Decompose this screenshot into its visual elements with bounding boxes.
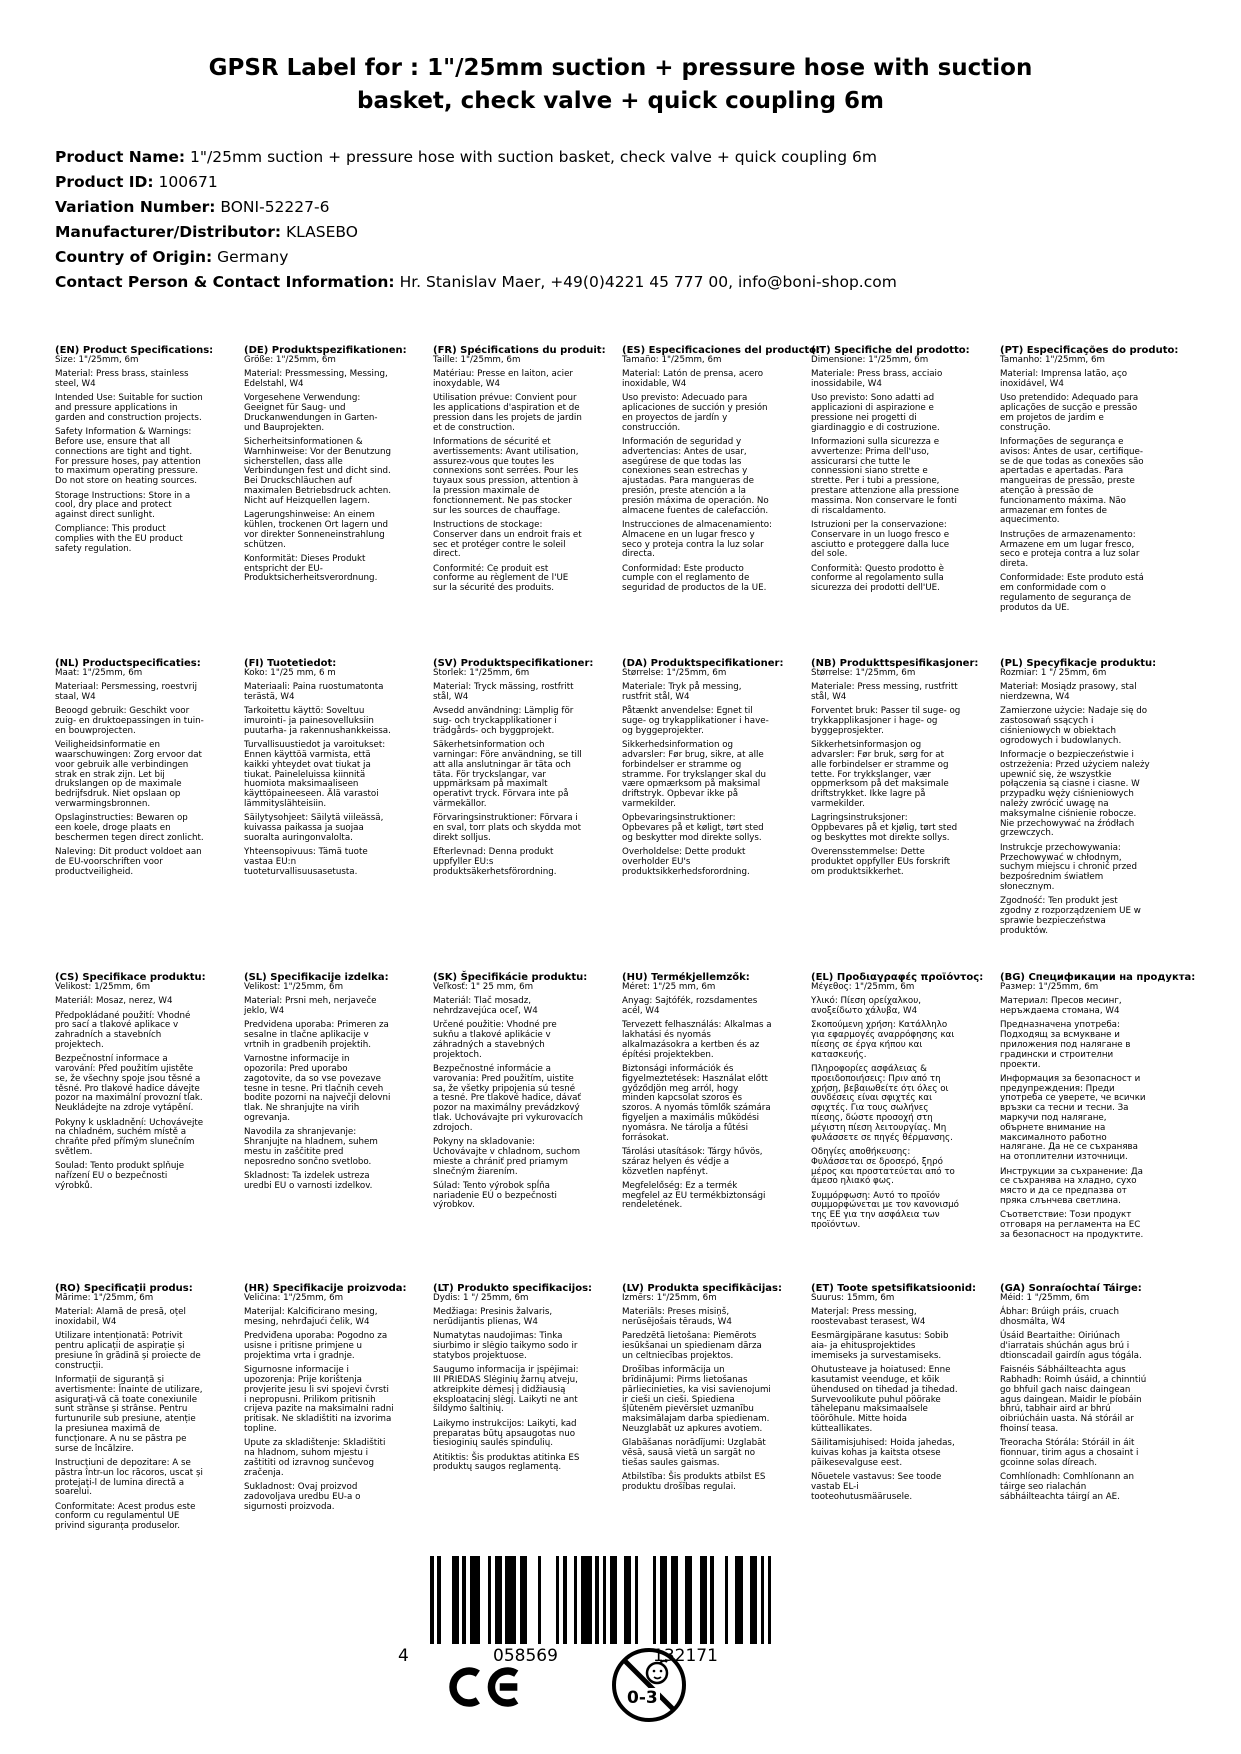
- spec-block-body: [433, 356, 613, 594]
- spec-paragraph: Πληροφορίες ασφάλειας & προειδοποιήσεις: Πριν από τη χρήση, βεβαιωθείτε ότι όλες οι συνδέσεις είναι σφιχτές και σφιχτές. Για τους σωλήνες πίεσης, δώστε προσοχή στη μέγιστη πίεση λειτουργίας. Μη φυλάσσετε σε πηγές θέρμανσης.: [811, 1064, 953, 1143]
- spec-paragraph: Informations de sécurité et avertissements: Avant utilisation, assurez-vous que toutes les connexions sont serrées. Pour les tuyaux sous pression, attention à la pression maximale de fonctionnement. Ne pas stocker sur les sources de chauffage.: [433, 437, 579, 516]
- spec-block-heading: (ES) Especificaciones del producto:: [622, 345, 821, 356]
- spec-paragraph: Compliance: This product complies with the EU product safety regulation.: [55, 524, 183, 555]
- spec-paragraph: Lagerungshinweise: An einem kühlen, trockenen Ort lagern und vor direkter Sonneneinstrahlung schützen.: [244, 510, 389, 550]
- language-spec-block: [433, 658, 613, 972]
- spec-block-body: [622, 1294, 802, 1493]
- spec-paragraph: Bezpečnostné informácie a varovania: Pred použitím, uistite sa, že všetky pripojenia sú tesné a tesné. Pre tlakové hadice, dávať pozor na maximálny prevádzkový tlak. Uchovávajte pri vykurovacích zdrojoch.: [433, 1064, 583, 1133]
- spec-paragraph: Forventet bruk: Passer til suge- og trykkapplikasjoner i hage- og byggeprosjekter.: [811, 706, 961, 736]
- contact-row: [55, 270, 1201, 295]
- spec-block-body: [1000, 669, 1180, 936]
- spec-block-body: [55, 669, 235, 878]
- spec-paragraph: Určené použitie: Vhodné pre sukňu a tlakové aplikácie v záhradných a stavebných projektoch.: [433, 1020, 557, 1060]
- manufacturer-value: KLASEBO: [286, 223, 358, 241]
- spec-paragraph: Biztonsági információk és figyelmeztetések: Használat előtt győződjön meg arról, hogy minden kapcsolat szoros és szoros. A nyomás tömlők számára figyeljen a maximális működési nyomásra. Ne tárolja a fűtési forrásokat.: [622, 1064, 771, 1143]
- spec-block-heading: (SL) Specifikacije izdelka:: [244, 972, 389, 983]
- product-name-row: [55, 145, 1201, 170]
- spec-block-body: [55, 356, 235, 555]
- spec-paragraph: Tamanho: 1"/25mm, 6m: [1000, 355, 1105, 365]
- language-spec-block: [622, 658, 802, 972]
- spec-paragraph: Zamierzone użycie: Nadaje się do zastosowań ssących i ciśnieniowych w obiektach ogrodowych i budowlanych.: [1000, 706, 1148, 746]
- spec-paragraph: Pokyny k uskladnění: Uchovávejte na chladném, suchém místě a chraňte před přímým slunečním světlem.: [55, 1117, 204, 1157]
- spec-paragraph: Pokyny na skladovanie: Uchovávajte v chladnom, suchom mieste a chrániť pred priamym slnečným žiarením.: [433, 1137, 581, 1177]
- spec-paragraph: Materijal: Kalcificirano mesing, mesing, nehrđajući čelik, W4: [244, 1307, 378, 1328]
- barcode-bars: [430, 1556, 771, 1644]
- spec-paragraph: Paredzētā lietošana: Piemērots iesūkšanai un spiedienam dārza un celtniecības projektos.: [622, 1331, 762, 1361]
- spec-paragraph: Opbevaringsinstruktioner: Opbevares på et køligt, tørt sted og beskytter mod direkte sollys.: [622, 813, 764, 843]
- spec-paragraph: Storlek: 1"/25mm, 6m: [433, 668, 530, 678]
- spec-paragraph: Laikymo instrukcijos: Laikyti, kad preparatas būtų apsaugotas nuo tiesioginių saulės spindulių.: [433, 1418, 577, 1449]
- spec-paragraph: Opslaginstructies: Bewaren op een koele, droge plaats en beschermen tegen direct zonlicht.: [55, 813, 204, 843]
- spec-paragraph: Instrukcje przechowywania: Przechowywać w chłodnym, suchym miejscu i chronić przed bezpośrednim światłem słonecznym.: [1000, 842, 1138, 892]
- spec-block-body: [811, 1294, 991, 1503]
- spec-block-body: [433, 983, 613, 1211]
- spec-block-heading: (LT) Produkto specifikacijos:: [433, 1283, 593, 1294]
- spec-paragraph: Naleving: Dit product voldoet aan de EU-voorschriften voor productveiligheid.: [55, 847, 202, 877]
- spec-block-heading: (ET) Toote spetsifikatsioonid:: [811, 1283, 977, 1294]
- spec-block-heading: (HR) Specifikacije proizvoda:: [244, 1283, 407, 1294]
- spec-paragraph: Súlad: Tento výrobok spĺňa nariadenie EÚ o bezpečnosti výrobkov.: [433, 1180, 557, 1211]
- spec-paragraph: Treoracha Stórála: Stóráil in áit fionnuar, tirim agus a chosaint i gcoinne solas díreach.: [1000, 1438, 1139, 1468]
- spec-block-heading: (NB) Produkttspesifikasjoner:: [811, 658, 979, 669]
- spec-paragraph: Sicherheitsinformationen & Warnhinweise: Vor der Benutzung sicherstellen, dass alle Verbindungen fest und dicht sind. Bei Druckschläuchen auf maximalen Betriebsdruck achten. Nicht auf Heizquellen lagern.: [244, 437, 392, 506]
- spec-paragraph: Conformitate: Acest produs este conform cu regulamentul UE privind siguranța produselor.: [55, 1501, 196, 1532]
- spec-block-body: [244, 983, 424, 1192]
- manufacturer-label: Manufacturer/Distributor:: [55, 223, 282, 241]
- spec-paragraph: Rozmiar: 1 "/ 25mm, 6m: [1000, 668, 1107, 678]
- spec-block-body: [244, 1294, 424, 1512]
- spec-block-heading: (FI) Tuotetiedot:: [244, 658, 337, 669]
- spec-block-body: [244, 356, 424, 584]
- spec-paragraph: Sukladnost: Ovaj proizvod zadovoljava uredbu EU-a o sigurnosti proizvoda.: [244, 1482, 361, 1512]
- spec-paragraph: Soulad: Tento produkt splňuje nařízení EU o bezpečnosti výrobků.: [55, 1161, 185, 1191]
- spec-paragraph: Informacje o bezpieczeństwie i ostrzeżenia: Przed użyciem należy upewnić się, że wszystkie połączenia są ciasne i ciasne. W przypadku węży ciśnieniowych należy zwrócić uwagę na maksymalne ciśnienie robocze. Nie przechowywać na źródłach grzewczych.: [1000, 750, 1150, 839]
- language-spec-block: [55, 658, 235, 972]
- product-name-label: Product Name:: [55, 148, 186, 166]
- spec-paragraph: Méret: 1"/25 mm, 6m: [622, 982, 716, 992]
- spec-paragraph: Tarkoitettu käyttö: Soveltuu imurointi- ja painesovelluksiin puutarha- ja rakennushankkeissa.: [244, 706, 391, 736]
- spec-paragraph: Safety Information & Warnings: Before use, ensure that all connections are tight and tight. For pressure hoses, pay attention to maximum operating pressure. Do not store on heating sources.: [55, 427, 201, 487]
- spec-paragraph: Conformità: Questo prodotto è conforme al regolamento sulla sicurezza dei prodotti dell'UE.: [811, 563, 944, 594]
- spec-block-body: [433, 1294, 613, 1473]
- spec-paragraph: Material: Alamă de presă, oțel inoxidabil, W4: [55, 1307, 186, 1328]
- spec-paragraph: Informații de siguranță și avertismente: Înainte de utilizare, asigurați-vă că toate conexiunile sunt strânse și strânse. Pentru furtunurile sub presiune, atenție la presiunea maximă de funcționare. A nu se păstra pe surse de încălzire.: [55, 1375, 203, 1454]
- spec-paragraph: Yhteensopivuus: Tämä tuote vastaa EU:n tuoteturvallisuusasetusta.: [244, 847, 368, 877]
- spec-paragraph: Instruções de armazenamento: Armazene em um lugar fresco, seco e proteja contra a luz solar direta.: [1000, 529, 1140, 570]
- spec-paragraph: Informações de segurança e avisos: Antes de usar, certifique-se de que todas as conexões são apertadas e apertadas. Para mangueiras de pressão, preste atenção à pressão de funcionamento máxima. Não armazenar em fontes de aquecimento.: [1000, 437, 1144, 526]
- spec-paragraph: Skladnost: Ta izdelek ustreza uredbi EU o varnosti izdelkov.: [244, 1171, 373, 1191]
- spec-paragraph: Instructions de stockage: Conserver dans un endroit frais et sec et protéger contre le soleil direct.: [433, 519, 582, 560]
- spec-block-heading: (PL) Specyfikacje produktu:: [1000, 658, 1157, 669]
- language-spec-block: [622, 345, 821, 658]
- language-spec-block: [55, 972, 235, 1283]
- spec-paragraph: Velikost: 1/25mm, 6m: [55, 982, 151, 992]
- spec-paragraph: Ohutusteave ja hoiatused: Enne kasutamist veenduge, et kõik ühendused on tihedad ja tihedad. Survevoolikute puhul pöörake tähelepanu maksimaalsele töörõhule. Mitte hoida kütteallikates.: [811, 1365, 958, 1435]
- spec-paragraph: Instrucciones de almacenamiento: Almacene en un lugar fresco y seco y proteja contra la luz solar directa.: [622, 519, 772, 560]
- spec-paragraph: Размер: 1"/25mm, 6m: [1000, 982, 1099, 992]
- spec-paragraph: Overholdelse: Dette produkt overholder EU's produktsikkerhedsforordning.: [622, 847, 750, 877]
- country-of-origin-value: Germany: [217, 248, 289, 266]
- spec-paragraph: Materjal: Press messing, roostevabast terasest, W4: [811, 1307, 926, 1328]
- spec-block-heading: (PT) Especificações do produto:: [1000, 345, 1179, 356]
- spec-block-body: [811, 983, 991, 1231]
- barcode-group1: 058569: [493, 1646, 558, 1666]
- spec-paragraph: Material: Prsni meh, nerjaveče jeklo, W4: [244, 996, 377, 1017]
- ce-mark-icon: [448, 1658, 528, 1718]
- spec-paragraph: Materiale: Press messing, rustfritt stål, W4: [811, 682, 958, 703]
- spec-block-heading: (SV) Produktspecifikationer:: [433, 658, 594, 669]
- language-spec-block: [811, 1283, 991, 1532]
- spec-paragraph: Säilitamisjuhised: Hoida jahedas, kuivas kohas ja kaitsta otsese päikesevalguse eest.: [811, 1438, 955, 1468]
- spec-block-heading: (FR) Spécifications du produit:: [433, 345, 606, 356]
- ean13-barcode: [398, 1556, 788, 1668]
- spec-paragraph: Upute za skladištenje: Skladištiti na hladnom, suhom mjestu i zaštititi od izravnog sunčevog zračenja.: [244, 1438, 386, 1478]
- spec-block-heading: (NL) Productspecificaties:: [55, 658, 201, 669]
- spec-paragraph: Tárolási utasítások: Tárgy hűvös, száraz helyen és védje a közvetlen napfényt.: [622, 1146, 763, 1177]
- spec-paragraph: Efterlevnad: Denna produkt uppfyller EU:s produktsäkerhetsförordning.: [433, 847, 557, 877]
- spec-paragraph: Comhlíonadh: Comhlíonann an táirge seo rialachán sábháilteachta táirgí an AE.: [1000, 1472, 1134, 1502]
- spec-paragraph: Beoogd gebruik: Geschikt voor zuig- en druktoepassingen in tuin- en bouwprojecten.: [55, 706, 204, 736]
- language-spec-block: [622, 1283, 802, 1532]
- spec-paragraph: Съответствие: Този продукт отговаря на регламента на ЕС за безопасност на продуктите.: [1000, 1210, 1144, 1240]
- spec-paragraph: Drošības informācija un brīdinājumi: Pirms lietošanas pārliecinieties, ka visi savienojumi ir cieši un cieši. Spiediena šļūtenēm pievērsiet uzmanību maksimālajam darba spiedienam. Neuzglabāt uz apkures avotiem.: [622, 1365, 771, 1435]
- spec-paragraph: Información de seguridad y advertencias: Antes de usar, asegúrese de que todas las conexiones sean estrechas y ajustadas. Para mangueras de presión, preste atención a la presión máxima de operación. No almacene fuentes de calefacción.: [622, 437, 769, 516]
- language-spec-block: [433, 345, 613, 658]
- spec-paragraph: Vorgesehene Verwendung: Geeignet für Saug- und Druckanwendungen in Garten- und Bauprojekten.: [244, 393, 378, 433]
- language-spec-block: [811, 972, 991, 1283]
- spec-paragraph: Material: Pressmessing, Messing, Edelstahl, W4: [244, 369, 388, 390]
- spec-paragraph: Veiligheidsinformatie en waarschuwingen: Zorg ervoor dat voor gebruik alle verbindingen strak en strak zijn. Let bij drukslangen op de maximale bedrijfsdruk. Niet opslaan op verwarmingsbronnen.: [55, 740, 202, 810]
- spec-paragraph: Lagringsinstruksjoner: Oppbevares på et kjølig, tørt sted og beskyttes mot direkte sollys.: [811, 813, 958, 843]
- spec-block-heading: (EL) Προδιαγραφές προϊόντος:: [811, 972, 984, 983]
- spec-paragraph: Υλικό: Πίεση ορείχαλκου, ανοξείδωτο χάλυβα, W4: [811, 996, 922, 1017]
- spec-block-body: [433, 669, 613, 878]
- spec-paragraph: Glabāšanas norādījumi: Uzglabāt vēsā, sausā vietā un sargāt no tiešas saules gaismas.: [622, 1438, 766, 1468]
- spec-paragraph: Sigurnosne informacije i upozorenja: Prije korištenja provjerite jesu li svi spojevi čvrsti i nepropusni. Prilikom pritisnih crijeva pazite na maksimalni radni pritisak. Ne skladištiti na izvorima topline.: [244, 1365, 394, 1435]
- manufacturer-row: [55, 220, 1201, 245]
- spec-paragraph: Izmērs: 1"/25mm, 6m: [622, 1293, 717, 1303]
- spec-paragraph: Συμμόρφωση: Αυτό το προϊόν συμμορφώνεται με τον κανονισμό της ΕΕ για την ασφάλεια των προϊόντων.: [811, 1190, 959, 1231]
- spec-paragraph: Информация за безопасност и предупреждения: Преди употреба се уверете, че всички връзки са тесни и тесни. За маркучи под налягане, обърнете внимание на максималното работно налягане. Да не се съхранява на отоплителни източници.: [1000, 1073, 1146, 1163]
- spec-paragraph: Größe: 1"/25mm, 6m: [244, 355, 336, 365]
- spec-paragraph: Instrucțiuni de depozitare: A se păstra într-un loc răcoros, uscat și protejați-l de lumina directă a soarelui.: [55, 1457, 203, 1498]
- spec-paragraph: Maat: 1"/25mm, 6m: [55, 668, 143, 678]
- spec-block-heading: (DE) Produktspezifikationen:: [244, 345, 407, 356]
- spec-paragraph: Materiale: Press brass, acciaio inossidabile, W4: [811, 369, 943, 390]
- spec-block-heading: (EN) Product Specifications:: [55, 345, 214, 356]
- spec-paragraph: Overensstemmelse: Dette produktet oppfyller EUs forskrift om produktsikkerhet.: [811, 847, 951, 877]
- spec-paragraph: Koko: 1"/25 mm, 6 m: [244, 668, 336, 678]
- spec-paragraph: Material: Press brass, stainless steel, W4: [55, 369, 189, 390]
- spec-paragraph: Méid: 1 "/25mm, 6m: [1000, 1293, 1090, 1303]
- variation-number-label: Variation Number:: [55, 198, 216, 216]
- spec-block-body: [811, 356, 991, 594]
- page-title-line2: basket, check valve + quick coupling 6m: [356, 88, 885, 114]
- spec-paragraph: Intended Use: Suitable for suction and pressure applications in garden and construction projects.: [55, 393, 203, 423]
- spec-block-body: [55, 983, 235, 1192]
- spec-paragraph: Mărime: 1"/25mm, 6m: [55, 1293, 154, 1303]
- spec-paragraph: Size: 1"/25mm, 6m: [55, 355, 139, 365]
- contact-label: Contact Person & Contact Information:: [55, 273, 395, 291]
- spec-paragraph: Materiál: Mosaz, nerez, W4: [55, 996, 173, 1007]
- language-spec-block: [622, 972, 802, 1283]
- spec-paragraph: Conformidade: Este produto está em conformidade com o regulamento de segurança de produtos da UE.: [1000, 573, 1144, 613]
- spec-paragraph: Material: Latón de prensa, acero inoxidable, W4: [622, 369, 764, 390]
- language-spec-block: [433, 1283, 613, 1532]
- spec-paragraph: Numatytas naudojimas: Tinka siurbimo ir slėgio taikymo sodo ir statybos projektuose.: [433, 1331, 578, 1361]
- spec-paragraph: Saugumo informacija ir įspėjimai: III PRIEDAS Slėginių žarnų atveju, atkreipkite dėmesį į didžiausią eksploatacinį slėgį. Laikyti ne ant šildymo šaltinių.: [433, 1365, 579, 1415]
- country-of-origin-label: Country of Origin:: [55, 248, 213, 266]
- variation-number-row: [55, 195, 1201, 220]
- spec-paragraph: Conformidad: Este producto cumple con el reglamento de seguridad de productos de la UE.: [622, 563, 767, 594]
- language-spec-block: [55, 345, 235, 658]
- spec-block-heading: (CS) Specifikace produktu:: [55, 972, 206, 983]
- spec-paragraph: Tamaño: 1"/25mm, 6m: [622, 355, 722, 365]
- spec-block-body: [622, 983, 802, 1211]
- language-spec-block: [1000, 658, 1180, 972]
- spec-paragraph: Tervezett felhasználás: Alkalmas a lakhatási és nyomás alkalmazásokra a kertben és az építési projektekben.: [622, 1020, 772, 1060]
- spec-block-heading: (LV) Produkta specifikācijas:: [622, 1283, 782, 1294]
- spec-paragraph: Zgodność: Ten produkt jest zgodny z rozporządzeniem UE w sprawie bezpieczeństwa produktów.: [1000, 896, 1141, 936]
- product-id-label: Product ID:: [55, 173, 154, 191]
- spec-block-body: [55, 1294, 235, 1532]
- spec-paragraph: Istruzioni per la conservazione: Conservare in un luogo fresco e asciutto e proteggere dalla luce del sole.: [811, 519, 950, 560]
- spec-paragraph: Uso pretendido: Adequado para aplicações de sucção e pressão em projetos de jardim e construção.: [1000, 393, 1139, 433]
- spec-paragraph: Atitiktis: Šis produktas atitinka ES produktų saugos reglamentą.: [433, 1452, 580, 1473]
- spec-paragraph: Conformité: Ce produit est conforme au règlement de l'UE sur la sécurité des produits.: [433, 563, 569, 594]
- spec-block-heading: (RO) Specificații produs:: [55, 1283, 193, 1294]
- spec-paragraph: Predviđena uporaba: Pogodno za usisne i pritisne primjene u projektima vrta i gradnje.: [244, 1331, 388, 1361]
- spec-paragraph: Materiale: Tryk på messing, rustfrit stål, W4: [622, 682, 742, 703]
- spec-block-body: [1000, 1294, 1180, 1503]
- spec-paragraph: Οδηγίες αποθήκευσης: Φυλάσσεται σε δροσερό, ξηρό μέρος και προστατεύεται από το άμεσο ηλιακό φως.: [811, 1146, 955, 1187]
- spec-block-body: [622, 356, 802, 594]
- product-id-row: [55, 170, 1201, 195]
- spec-paragraph: Materiál: Tlač mosadz, nehrdzavejúca oceľ, W4: [433, 996, 538, 1017]
- age-warning-text: 0-3: [627, 1688, 658, 1708]
- language-spec-block: [811, 345, 991, 658]
- language-spec-block: [55, 1283, 235, 1532]
- spec-paragraph: Materiaali: Paina ruostumatonta terästä, W4: [244, 682, 384, 703]
- language-spec-block: [244, 972, 424, 1283]
- spec-paragraph: Suurus: 15mm, 6m: [811, 1293, 895, 1303]
- spec-paragraph: Säkerhetsinformation och varningar: Före användning, se till att alla anslutningar är täta och täta. För tryckslangar, var uppmärksam på maximalt operativt tryck. Förvara inte på värmekällor.: [433, 740, 582, 810]
- spec-paragraph: Úsáid Beartaithe: Oiriúnach d'iarratais shúchán agus brú i dtionscadail gairdín agus tógála.: [1000, 1331, 1142, 1361]
- spec-paragraph: Megfelelőség: Ez a termék megfelel az EU termékbiztonsági rendeletének.: [622, 1180, 766, 1211]
- spec-paragraph: Uso previsto: Adecuado para aplicaciones de succión y presión en proyectos de jardín y construcción.: [622, 393, 768, 433]
- spec-paragraph: Navodila za shranjevanje: Shranjujte na hladnem, suhem mestu in zaščitite pred neposredno sončno svetlobo.: [244, 1127, 378, 1167]
- spec-paragraph: Turvallisuustiedot ja varoitukset: Ennen käyttöä varmista, että kaikki yhteydet ovat tiukat ja tiukat. Paineleluissa kiinnitä huomiota maksimaaliseen käyttöpaineeseen. Älä varastoi lämmityslähteisiin.: [244, 740, 386, 810]
- spec-paragraph: Material: Imprensa latão, aço inoxidável, W4: [1000, 369, 1128, 390]
- spec-paragraph: Varnostne informacije in opozorila: Pred uporabo zagotovite, da so vse povezave tesne in tesne. Pri tlačnih ceveh bodite pozorni na največji delovni tlak. Ne shranjujte na virih ogrevanja.: [244, 1054, 391, 1124]
- spec-paragraph: Σκοπούμενη χρήση: Κατάλληλο για εφαρμογές αναρρόφησης και πίεσης σε έργα κήπου και κατασκευής.: [811, 1020, 955, 1060]
- spec-paragraph: Materiāls: Preses misiņš, nerūsējošais tērauds, W4: [622, 1307, 732, 1328]
- spec-block-heading: (BG) Спецификации на продукта:: [1000, 972, 1196, 983]
- spec-block-body: [244, 669, 424, 878]
- language-spec-block: [1000, 1283, 1180, 1532]
- spec-paragraph: Eesmärgipärane kasutus: Sobib aia- ja ehitusprojektides imemiseks ja survestamiseks.: [811, 1331, 949, 1361]
- spec-paragraph: Säilytysohjeet: Säilytä viileässä, kuivassa paikassa ja suojaa suoralta auringonvalolta.: [244, 813, 384, 843]
- spec-paragraph: Faisnéis Sábháilteachta agus Rabhadh: Roimh úsáid, a chinntiú go bhfuil gach naisc daingean agus daingean. Maidir le píobáin bhrú, tabhair aird ar bhrú oibriúcháin uasta. Ná stóráil ar fhoinsí teasa.: [1000, 1365, 1147, 1435]
- product-name-value: 1"/25mm suction + pressure hose with suction basket, check valve + quick coupling 6m: [190, 148, 877, 166]
- spec-block-body: [1000, 983, 1180, 1241]
- spec-paragraph: Material: Tryck mässing, rostfritt stål, W4: [433, 682, 574, 703]
- spec-paragraph: Предназначена употреба: Подходящ за всмукване и приложения под налягане в градински и строителни проекти.: [1000, 1020, 1131, 1070]
- spec-paragraph: Materiał: Mosiądz prasowy, stal nierdzewna, W4: [1000, 682, 1137, 703]
- spec-block-heading: (DA) Produktspecifikationer:: [622, 658, 784, 669]
- spec-paragraph: Veličina: 1"/25mm, 6m: [244, 1293, 344, 1303]
- spec-paragraph: Taille: 1"/25mm, 6m: [433, 355, 521, 365]
- spec-block-heading: (HU) Termékjellemzők:: [622, 972, 750, 983]
- spec-paragraph: Nõuetele vastavus: See toode vastab EL-i tooteohutusmäärusele.: [811, 1472, 942, 1502]
- spec-paragraph: Uso previsto: Sono adatti ad applicazioni di aspirazione e pressione nei progetti di giardinaggio e di costruzione.: [811, 393, 940, 433]
- page-title: [0, 52, 1241, 118]
- spec-paragraph: Dimensione: 1"/25mm, 6m: [811, 355, 929, 365]
- spec-paragraph: Predvidena uporaba: Primeren za sesalne in tlačne aplikacije v vrtnih in gradbenih projektih.: [244, 1020, 389, 1050]
- language-spec-block: [433, 972, 613, 1283]
- age-warning-0-3-icon: [610, 1646, 688, 1724]
- spec-paragraph: Størrelse: 1"/25mm, 6m: [622, 668, 727, 678]
- spec-paragraph: Dydis: 1 "/ 25mm, 6m: [433, 1293, 529, 1303]
- spec-paragraph: Anyag: Sajtófék, rozsdamentes acél, W4: [622, 996, 758, 1017]
- contact-value: Hr. Stanislav Maer, +49(0)4221 45 777 00, info@boni-shop.com: [399, 273, 897, 291]
- barcode-lead-digit: 4: [398, 1646, 409, 1666]
- spec-paragraph: Bezpečnostní informace a varování: Před použitím ujistěte se, že všechny spoje jsou těsné a těsné. Pro tlakové hadice dávejte pozor na maximální provozní tlak. Neukládejte na zdroje vytápění.: [55, 1054, 203, 1114]
- product-id-value: 100671: [158, 173, 218, 191]
- spec-paragraph: Utilisation prévue: Convient pour les applications d'aspiration et de pression dans les projets de jardin et de construction.: [433, 393, 582, 433]
- spec-block-body: [811, 669, 991, 878]
- spec-paragraph: Informazioni sulla sicurezza e avvertenze: Prima dell'uso, assicurarsi che tutte le connessioni siano strette e strette. Per i tubi a pressione, prestare attenzione alla pressione massima. Non conservare le fonti di riscaldamento.: [811, 437, 959, 516]
- language-spec-block: [1000, 345, 1180, 658]
- country-of-origin-row: [55, 245, 1201, 270]
- spec-paragraph: Materiaal: Persmessing, roestvrij staal, W4: [55, 682, 198, 703]
- spec-paragraph: Velikost: 1"/25mm, 6m: [244, 982, 344, 992]
- spec-paragraph: Μέγεθος: 1"/25mm, 6m: [811, 982, 915, 992]
- spec-block-body: [622, 669, 802, 878]
- spec-block-body: [1000, 356, 1180, 614]
- variation-number-value: BONI-52227-6: [220, 198, 330, 216]
- spec-paragraph: Matériau: Presse en laiton, acier inoxydable, W4: [433, 369, 573, 390]
- spec-paragraph: Storage Instructions: Store in a cool, dry place and protect against direct sunlight.: [55, 490, 191, 521]
- language-spec-block: [1000, 972, 1196, 1283]
- language-spec-block: [244, 345, 424, 658]
- language-spec-block: [811, 658, 991, 972]
- spec-paragraph: Konformität: Dieses Produkt entspricht der EU-Produktsicherheitsverordnung.: [244, 553, 378, 584]
- spec-paragraph: Veľkosť: 1" 25 mm, 6m: [433, 982, 534, 992]
- spec-paragraph: Størrelse: 1"/25mm, 6m: [811, 668, 916, 678]
- spec-paragraph: Sikkerhetsinformasjon og advarsler: Før bruk, sørg for at alle forbindelser er stramme og tette. For trykkslanger, vær oppmerksom på det maksimale driftstrykket. Ikke lagre på varmekilder.: [811, 740, 949, 810]
- barcode-group2: 132171: [653, 1646, 718, 1666]
- language-spec-block: [244, 658, 424, 972]
- page-title-line1: GPSR Label for : 1"/25mm suction + pressure hose with suction: [208, 55, 1033, 81]
- spec-paragraph: Sikkerhedsinformation og advarsler: Før brug, sikre, at alle forbindelser er stramme og stramme. For trykslanger skal du være opmærksom på maksimal driftstryk. Opbevar ikke på varmekilder.: [622, 740, 766, 810]
- spec-block-heading: (GA) Sonraíochtaí Táirge:: [1000, 1283, 1142, 1294]
- spec-paragraph: Påtænkt anvendelse: Egnet til suge- og trykapplikationer i have- og byggeprojekter.: [622, 706, 769, 736]
- language-spec-block: [244, 1283, 424, 1532]
- product-info: [55, 145, 1201, 295]
- spec-paragraph: Předpokládané použití: Vhodné pro sací a tlakové aplikace v zahradních a stavebních projektech.: [55, 1010, 191, 1050]
- spec-paragraph: Avsedd användning: Lämplig för sug- och tryckapplikationer i trädgårds- och byggprojekt.: [433, 706, 574, 736]
- spec-paragraph: Ábhar: Brúigh práis, cruach dhosmálta, W4: [1000, 1307, 1119, 1328]
- spec-paragraph: Инструкции за съхранение: Да се съхранява на хладно, сухо място и да се предпазва от пряка слънчева светлина.: [1000, 1166, 1143, 1206]
- spec-paragraph: Utilizare intenționată: Potrivit pentru aplicații de aspirație și presiune în grădină și proiecte de construcții.: [55, 1331, 201, 1371]
- spec-paragraph: Förvaringsinstruktioner: Förvara i en sval, torr plats och skydda mot direkt solljus.: [433, 813, 582, 843]
- spec-paragraph: Medžiaga: Presinis žalvaris, nerūdijantis plienas, W4: [433, 1307, 553, 1328]
- language-blocks-grid: [55, 345, 1196, 1532]
- spec-paragraph: Материал: Пресов месинг, неръждаема стомана, W4: [1000, 996, 1122, 1017]
- spec-block-heading: (IT) Specifiche del prodotto:: [811, 345, 970, 356]
- spec-paragraph: Atbilstība: Šis produkts atbilst ES produktu drošības regulai.: [622, 1472, 766, 1493]
- spec-block-heading: (SK) Špecifikácie produktu:: [433, 972, 588, 983]
